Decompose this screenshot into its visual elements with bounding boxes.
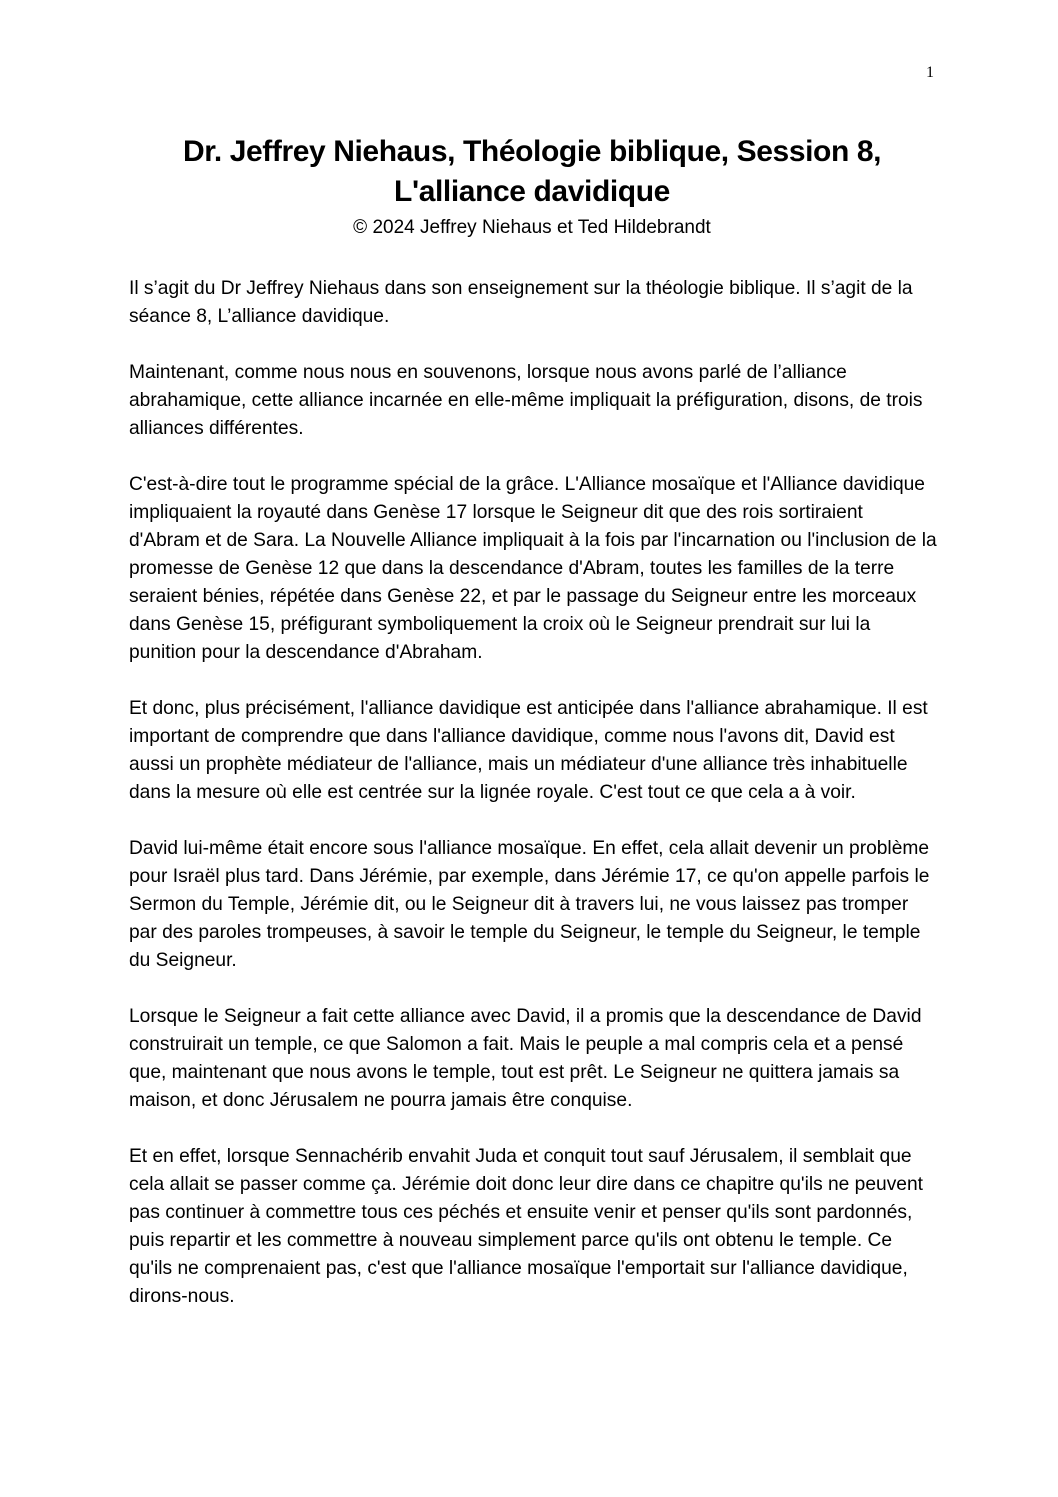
document-title-line-2: L'alliance davidique: [394, 175, 670, 208]
paragraph-1: Il s’agit du Dr Jeffrey Niehaus dans son enseignement sur la théologie biblique. Il s’agit de la séance 8, L’alliance davidique.: [129, 278, 913, 327]
paragraph-4: Et donc, plus précisément, l'alliance davidique est anticipée dans l'alliance abrahamique. Il est important de comprendre que dans l'alliance davidique, comme nous l'avons dit, David est aussi un prophète médiateur de l'alliance, mais un médiateur d'une alliance très inhabituelle dans la mesure où elle est centrée sur la lignée royale. C'est tout ce que cela a à voir.: [129, 698, 928, 803]
document-header: [128, 132, 936, 240]
paragraph-3: C'est-à-dire tout le programme spécial de la grâce. L'Alliance mosaïque et l'Alliance davidique impliquaient la royauté dans Genèse 17 lorsque le Seigneur dit que des rois sortiraient d'Abram et de Sara. La Nouvelle Alliance impliquait à la fois par l'incarnation ou l'inclusion de la promesse de Genèse 12 que dans la descendance d'Abram, toutes les familles de la terre seraient bénies, répétée dans Genèse 22, et par le passage du Seigneur entre les morceaux dans Genèse 15, préfigurant symboliquement la croix où le Seigneur prendrait sur lui la punition pour la descendance d'Abraham.: [129, 474, 937, 663]
copyright-notice: © 2024 Jeffrey Niehaus et Ted Hildebrandt: [353, 217, 711, 238]
paragraph-2: Maintenant, comme nous nous en souvenons, lorsque nous avons parlé de l’alliance abrahamique, cette alliance incarnée en elle-même impliquait la préfiguration, disons, de trois alliances différentes.: [129, 362, 923, 439]
paragraph-5: David lui-même était encore sous l'alliance mosaïque. En effet, cela allait devenir un problème pour Israël plus tard. Dans Jérémie, par exemple, dans Jérémie 17, ce qu'on appelle parfois le Sermon du Temple, Jérémie dit, ou le Seigneur dit à travers lui, ne vous laissez pas tromper par des paroles trompeuses, à savoir le temple du Seigneur, le temple du Seigneur, le temple du Seigneur.: [129, 838, 930, 971]
document-title-line-1: Dr. Jeffrey Niehaus, Théologie biblique, Session 8,: [182, 135, 882, 168]
paragraph-6: Lorsque le Seigneur a fait cette alliance avec David, il a promis que la descendance de David construirait un temple, ce que Salomon a fait. Mais le peuple a mal compris cela et a pensé que, maintenant que nous avons le temple, tout est prêt. Le Seigneur ne quittera jamais sa maison, et donc Jérusalem ne pourra jamais être conquise.: [129, 1006, 922, 1111]
paragraph-7: Et en effet, lorsque Sennachérib envahit Juda et conquit tout sauf Jérusalem, il semblait que cela allait se passer comme ça. Jérémie doit donc leur dire dans ce chapitre qu'ils ne peuvent pas continuer à commettre tous ces péchés et ensuite venir et penser qu'ils sont pardonnés, puis repartir et les commettre à nouveau simplement parce qu'ils ont obtenu le temple. Ce qu'ils ne comprenaient pas, c'est que l'alliance mosaïque l'emportait sur l'alliance davidique, dirons-nous.: [129, 1146, 923, 1307]
page-number: 1: [926, 64, 934, 81]
document-body: [129, 275, 937, 1339]
